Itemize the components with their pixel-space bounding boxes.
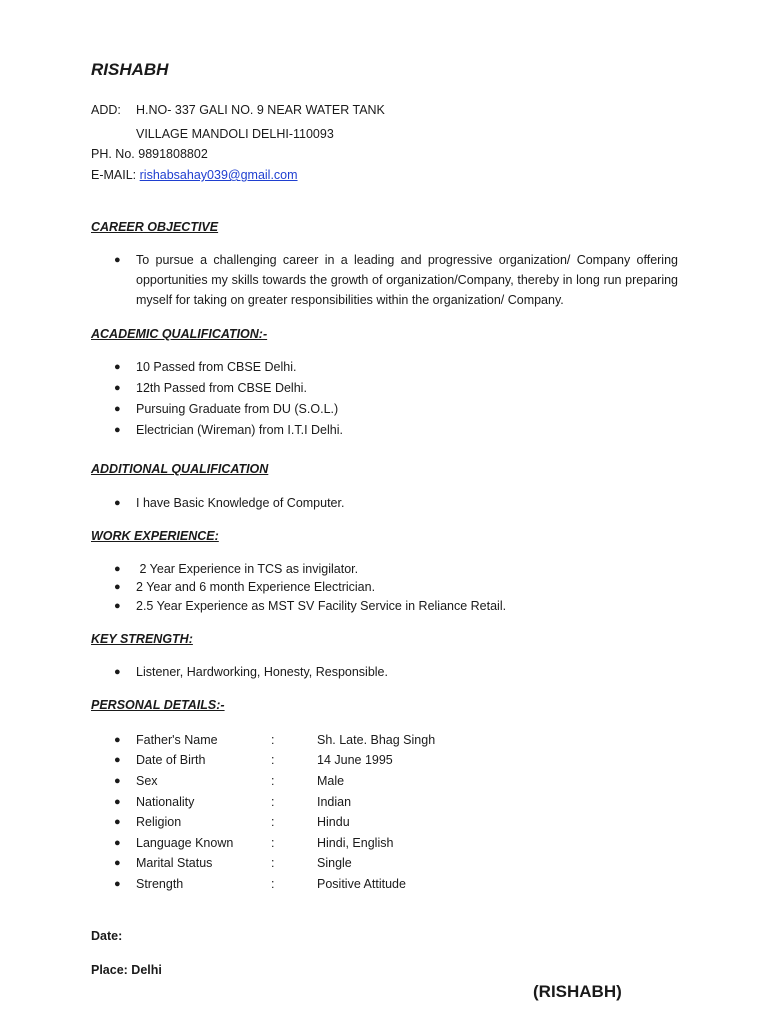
- detail-value: Positive Attitude: [317, 877, 406, 891]
- list-item: I have Basic Knowledge of Computer.: [136, 496, 345, 510]
- detail-label: Marital Status: [136, 856, 213, 870]
- detail-value: Hindi, English: [317, 836, 394, 850]
- detail-label: Strength: [136, 877, 184, 891]
- detail-separator: :: [271, 856, 275, 870]
- detail-value: Sh. Late. Bhag Singh: [317, 733, 436, 747]
- signature-name: (RISHABH): [533, 982, 622, 1001]
- detail-value: Hindu: [317, 815, 350, 829]
- list-item: 12th Passed from CBSE Delhi.: [136, 381, 307, 395]
- detail-value: Indian: [317, 795, 352, 809]
- address-line-1: H.NO- 337 GALI NO. 9 NEAR WATER TANK: [136, 103, 385, 117]
- list-item: Pursuing Graduate from DU (S.O.L.): [136, 402, 339, 416]
- email-label: E-MAIL:: [91, 168, 137, 182]
- detail-label: Father's Name: [136, 733, 218, 747]
- academic-heading: ACADEMIC QUALIFICATION:-: [91, 327, 268, 341]
- career-objective-heading: CAREER OBJECTIVE: [91, 220, 219, 234]
- bullet-icon: ●: [114, 382, 121, 394]
- detail-separator: :: [271, 877, 275, 891]
- list-item: Electrician (Wireman) from I.T.I Delhi.: [136, 423, 343, 437]
- applicant-name: RISHABH: [91, 60, 169, 79]
- email-line: [91, 168, 298, 182]
- bullet-icon: ●: [114, 361, 121, 373]
- bullet-icon: ●: [114, 734, 121, 746]
- address-line-2: VILLAGE MANDOLI DELHI-110093: [136, 127, 334, 141]
- address-label: ADD:: [91, 103, 121, 117]
- work-experience-heading: WORK EXPERIENCE:: [91, 529, 219, 543]
- bullet-icon: ●: [114, 878, 121, 890]
- detail-label: Religion: [136, 815, 182, 829]
- detail-label: Nationality: [136, 795, 195, 809]
- bullet-icon: ●: [114, 754, 121, 766]
- bullet-icon: ●: [114, 581, 121, 593]
- detail-separator: :: [271, 774, 275, 788]
- detail-value: 14 June 1995: [317, 753, 393, 767]
- bullet-icon: ●: [114, 403, 121, 415]
- bullet-icon: ●: [114, 837, 121, 849]
- detail-label: Sex: [136, 774, 158, 788]
- bullet-icon: ●: [114, 857, 121, 869]
- email-link[interactable]: rishabsahay039@gmail.com: [139, 168, 298, 182]
- detail-label: Date of Birth: [136, 753, 206, 767]
- bullet-icon: ●: [114, 563, 121, 575]
- personal-details-heading: PERSONAL DETAILS:-: [91, 698, 225, 712]
- phone-number: 9891808802: [138, 147, 208, 161]
- list-item: 2 Year Experience in TCS as invigilator.: [136, 562, 359, 576]
- career-objective-text: To pursue a challenging career in a leading and progressive organization/ Company offering opportunities my skills towards the growth of organization/Company, thereby in long run preparing myself for taking on greater responsibilities within the organization/ Company.: [136, 253, 678, 307]
- bullet-icon: ●: [114, 600, 121, 612]
- detail-separator: :: [271, 836, 275, 850]
- bullet-icon: ●: [114, 254, 121, 266]
- list-item: Listener, Hardworking, Honesty, Responsible.: [136, 665, 388, 679]
- bullet-icon: ●: [114, 775, 121, 787]
- place-label: Place: Delhi: [91, 963, 162, 977]
- phone-label: PH. No.: [91, 147, 135, 161]
- bullet-icon: ●: [114, 796, 121, 808]
- detail-label: Language Known: [136, 836, 234, 850]
- list-item: 10 Passed from CBSE Delhi.: [136, 360, 297, 374]
- key-strength-heading: KEY STRENGTH:: [91, 632, 193, 646]
- list-item: 2 Year and 6 month Experience Electrician.: [136, 580, 376, 594]
- list-item: 2.5 Year Experience as MST SV Facility Service in Reliance Retail.: [136, 599, 507, 613]
- detail-separator: :: [271, 753, 275, 767]
- detail-separator: :: [271, 795, 275, 809]
- detail-separator: :: [271, 815, 275, 829]
- detail-value: Male: [317, 774, 345, 788]
- bullet-icon: ●: [114, 497, 121, 509]
- phone-line: [91, 147, 208, 161]
- detail-separator: :: [271, 733, 275, 747]
- date-label: Date:: [91, 929, 123, 943]
- additional-heading: ADDITIONAL QUALIFICATION: [91, 462, 269, 476]
- bullet-icon: ●: [114, 816, 121, 828]
- bullet-icon: ●: [114, 666, 121, 678]
- bullet-icon: ●: [114, 424, 121, 436]
- detail-value: Single: [317, 856, 352, 870]
